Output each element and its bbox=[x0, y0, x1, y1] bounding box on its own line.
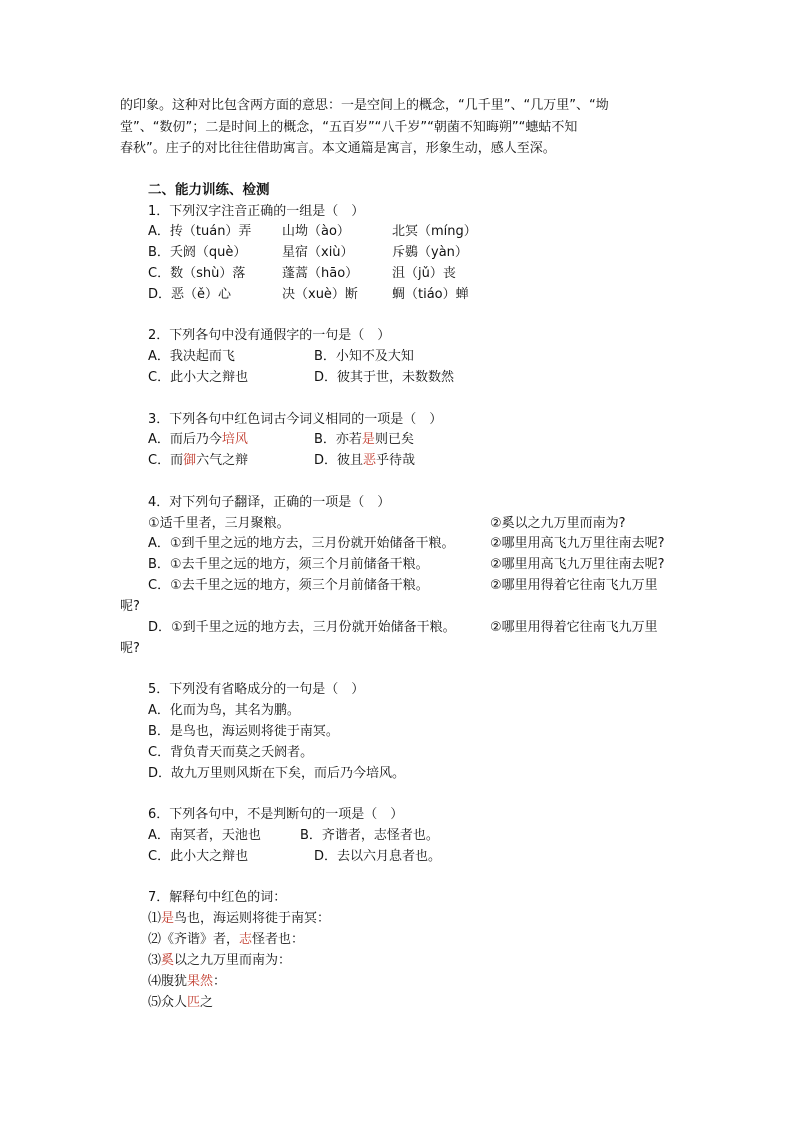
q1-a-1: A．抟（tuán）弄 bbox=[148, 224, 252, 239]
q2-b: B．小知不及大知 bbox=[314, 349, 414, 364]
q1-d-2: 决（xuè）断 bbox=[282, 287, 358, 302]
q4-stem: 4．对下列句子翻译，正确的一项是（ ） bbox=[148, 495, 391, 510]
q7-item-5-num: ⑸众人 bbox=[148, 995, 188, 1010]
q4-a-2: ②哪里用高飞九万里往南去呢? bbox=[490, 536, 665, 551]
q5-b: B．是鸟也，海运则将徙于南冥。 bbox=[148, 724, 339, 739]
q7-item-4-red-word: 果然 bbox=[187, 974, 214, 989]
q4-c-1: C．①去千里之远的地方，须三个月前储备干粮。 bbox=[148, 578, 429, 593]
q1-a-2: 山坳（ào） bbox=[282, 224, 350, 239]
q6-b: B．齐谐者，志怪者也。 bbox=[300, 828, 439, 843]
q3-b bbox=[314, 431, 414, 449]
q6-d: D．去以六月息者也。 bbox=[314, 849, 442, 864]
q7-item-3 bbox=[148, 952, 291, 970]
q3-stem: 3．下列各句中红色词古今词义相同的一项是（ ） bbox=[148, 412, 443, 427]
q7-item-2-num: ⑵《齐谐》者， bbox=[148, 932, 240, 947]
q1-b-3: 斥鷃（yàn） bbox=[392, 245, 468, 260]
q6-a: A．南冥者，天池也 bbox=[148, 828, 261, 843]
q7-item-2 bbox=[148, 931, 304, 949]
q4-sentence-1: ①适千里者，三月聚粮。 bbox=[148, 516, 290, 531]
section-title: 二、能力训练、检测 bbox=[148, 182, 270, 198]
q7-item-5-red-word: 匹 bbox=[187, 995, 201, 1010]
q3-c bbox=[148, 452, 248, 470]
q3-d-tail: 乎待哉 bbox=[376, 453, 416, 468]
q7-item-4-text: ： bbox=[213, 974, 227, 989]
q7-item-5 bbox=[148, 994, 213, 1012]
q1-a-3: 北冥（míng） bbox=[392, 224, 477, 239]
q3-b-red-word: 是 bbox=[361, 432, 375, 447]
q7-item-3-num: ⑶ bbox=[148, 953, 162, 968]
q1-b-1: B．夭阏（què） bbox=[148, 245, 247, 260]
q7-item-4-num: ⑷腹犹 bbox=[148, 974, 188, 989]
q3-b-text: B．亦若 bbox=[314, 432, 362, 447]
q7-item-1-num: ⑴ bbox=[148, 911, 162, 926]
q4-d-2: ②哪里用得着它往南飞九万里 bbox=[490, 620, 658, 635]
q3-c-red-word: 御 bbox=[183, 453, 197, 468]
q4-sentence-2: ②奚以之九万里而南为? bbox=[490, 516, 626, 531]
q2-d: D．彼其于世，未数数然 bbox=[314, 370, 455, 385]
q6-stem: 6．下列各句中，不是判断句的一项是（ ） bbox=[148, 807, 404, 822]
q3-d-text: D．彼且 bbox=[314, 453, 364, 468]
q1-c-3: 沮（jǔ）丧 bbox=[392, 266, 456, 281]
q7-item-4 bbox=[148, 973, 226, 991]
q3-a-text: A．而后乃今 bbox=[148, 432, 222, 447]
q3-a bbox=[148, 431, 248, 449]
q3-c-text: C．而 bbox=[148, 453, 184, 468]
q5-stem: 5．下列没有省略成分的一句是（ ） bbox=[148, 682, 365, 697]
q7-item-1-red-word: 是 bbox=[161, 911, 175, 926]
q1-c-2: 蓬蒿（hāo） bbox=[282, 266, 359, 281]
q7-item-2-red-word: 志 bbox=[239, 932, 253, 947]
q5-c: C．背负青天而莫之夭阏者。 bbox=[148, 745, 314, 760]
q4-a-1: A．①到千里之远的地方去，三月份就开始储备干粮。 bbox=[148, 536, 455, 551]
q3-b-tail: 则已矣 bbox=[374, 432, 414, 447]
q4-d-3: 呢? bbox=[120, 641, 140, 656]
q7-item-1 bbox=[148, 910, 330, 928]
q3-c-tail: 六气之辩 bbox=[196, 453, 249, 468]
q3-d bbox=[314, 452, 415, 470]
q1-d-1: D．恶（ě）心 bbox=[148, 287, 232, 302]
q7-item-2-text: 怪者也： bbox=[252, 932, 305, 947]
intro-line-2: 堂”、“数仞”；二是时间上的概念，“五百岁”“八千岁”“朝菌不知晦朔”“蟪蛄不知 bbox=[120, 120, 578, 135]
q2-a: A．我决起而飞 bbox=[148, 349, 235, 364]
intro-line-1: 的印象。这种对比包含两方面的意思：一是空间上的概念，“几千里”、“几万里”、“坳 bbox=[120, 98, 609, 113]
q7-item-3-text: 以之九万里而南为： bbox=[174, 953, 292, 968]
q1-stem: 1．下列汉字注音正确的一组是（ ） bbox=[148, 204, 365, 219]
q7-stem: 7．解释句中红色的词： bbox=[148, 890, 287, 905]
q6-c: C．此小大之辩也 bbox=[148, 849, 249, 864]
q1-d-3: 蜩（tiáo）蝉 bbox=[392, 287, 469, 302]
q4-b-1: B．①去千里之远的地方，须三个月前储备干粮。 bbox=[148, 557, 429, 572]
q2-c: C．此小大之辩也 bbox=[148, 370, 249, 385]
q4-b-2: ②哪里用高飞九万里往南去呢? bbox=[490, 557, 665, 572]
q1-c-1: C．数（shù）落 bbox=[148, 266, 246, 281]
q4-c-2: ②哪里用得着它往南飞九万里 bbox=[490, 578, 658, 593]
q4-c-3: 呢? bbox=[120, 599, 140, 614]
q5-a: A．化而为鸟，其名为鹏。 bbox=[148, 703, 300, 718]
intro-line-3: 春秋”。庄子的对比往往借助寓言。本文通篇是寓言，形象生动，感人至深。 bbox=[120, 141, 556, 156]
q7-item-5-text: 之 bbox=[200, 995, 214, 1010]
q5-d: D．故九万里则风斯在下矣，而后乃今培风。 bbox=[148, 766, 406, 781]
q4-d-1: D．①到千里之远的地方去，三月份就开始储备干粮。 bbox=[148, 620, 456, 635]
q3-a-red-word: 培风 bbox=[221, 432, 248, 447]
q3-d-red-word: 恶 bbox=[363, 453, 377, 468]
q2-stem: 2．下列各句中没有通假字的一句是（ ） bbox=[148, 328, 391, 343]
q7-item-3-red-word: 奚 bbox=[161, 953, 175, 968]
q1-b-2: 星宿（xiù） bbox=[282, 245, 354, 260]
q7-item-1-text: 鸟也，海运则将徙于南冥： bbox=[174, 911, 331, 926]
